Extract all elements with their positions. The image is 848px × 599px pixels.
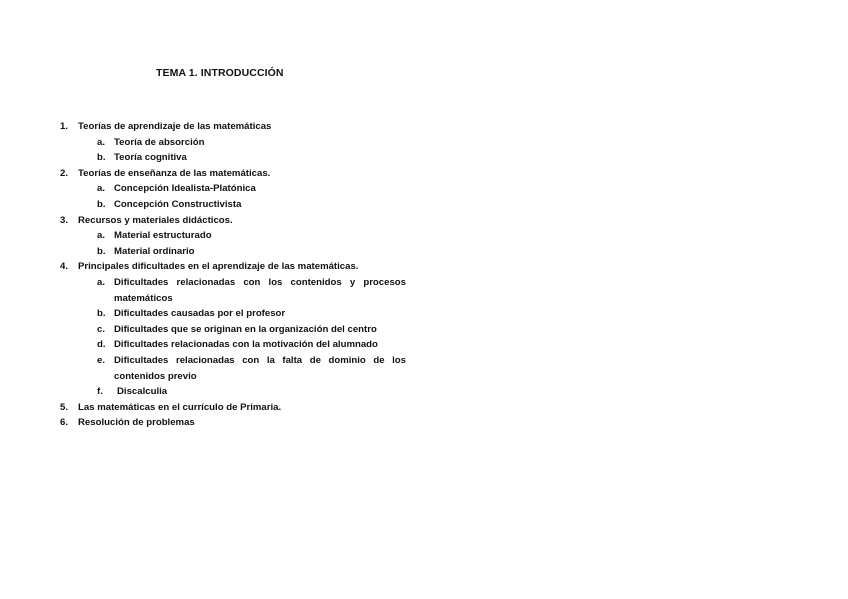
- subitem-title: Dificultades que se originan en la organización del centro: [114, 323, 377, 335]
- toc-section-4: [60, 259, 420, 275]
- subitem-title: Dificultades relacionadas con la falta de dominio de los contenidos previo: [114, 354, 406, 382]
- section-number: 1.: [60, 121, 69, 132]
- toc-section-3: [60, 213, 420, 229]
- subitem-title: Teoría de absorción: [114, 136, 205, 148]
- subitem-title: Material ordinario: [114, 245, 195, 257]
- toc-subitem-2a: [60, 181, 420, 197]
- toc-subitem-4b: [60, 306, 420, 322]
- section-title: Teorías de aprendizaje de las matemáticas: [78, 121, 272, 132]
- section-title: Recursos y materiales didácticos.: [78, 214, 233, 226]
- toc-subitem-3a: [60, 228, 420, 244]
- subitem-letter: b.: [97, 245, 106, 257]
- toc-section-2: [60, 166, 420, 182]
- toc-subitem-4f: [60, 384, 420, 400]
- subitem-title: Concepción Constructivista: [114, 198, 242, 210]
- page-title: TEMA 1. INTRODUCCIÓN: [156, 67, 284, 79]
- toc-subitem-4d: [60, 337, 420, 353]
- section-title: Resolución de problemas: [78, 417, 195, 429]
- subitem-title: Dificultades relacionadas con la motivación del alumnado: [114, 339, 378, 351]
- subitem-letter: f.: [97, 386, 103, 398]
- toc-section-1: [60, 119, 420, 135]
- subitem-letter: b.: [97, 308, 106, 320]
- subitem-letter: a.: [97, 183, 106, 195]
- subitem-letter: a.: [97, 136, 106, 148]
- subitem-letter: b.: [97, 198, 106, 210]
- toc-subitem-3b: [60, 244, 420, 260]
- section-number: 5.: [60, 401, 69, 413]
- toc-subitem-1a: [60, 135, 420, 151]
- subitem-title: Material estructurado: [114, 230, 212, 242]
- subitem-title: Discalculia: [117, 386, 168, 398]
- subitem-letter: b.: [97, 152, 106, 164]
- subitem-title: Dificultades relacionadas con los contenidos y procesos matemáticos: [114, 276, 406, 304]
- toc-section-6: [60, 415, 420, 431]
- section-number: 4.: [60, 261, 69, 273]
- toc-subitem-4e: [60, 353, 420, 384]
- subitem-letter: e.: [97, 354, 106, 366]
- toc-subitem-2b: [60, 197, 420, 213]
- section-title: Teorías de enseñanza de las matemáticas.: [78, 167, 271, 179]
- toc-subitem-4a: [60, 275, 420, 306]
- subitem-letter: a.: [97, 276, 106, 288]
- toc-section-5: [60, 400, 420, 416]
- subitem-title: Teoría cognitiva: [114, 152, 187, 164]
- subitem-letter: d.: [97, 339, 106, 351]
- subitem-title: Dificultades causadas por el profesor: [114, 308, 286, 320]
- subitem-letter: c.: [97, 323, 106, 335]
- section-number: 6.: [60, 417, 69, 429]
- toc-subitem-4c: [60, 322, 420, 338]
- subitem-title: Concepción Idealista-Platónica: [114, 183, 256, 195]
- subitem-letter: a.: [97, 230, 106, 242]
- table-of-contents: [60, 119, 420, 431]
- section-title: Principales dificultades en el aprendizaje de las matemáticas.: [78, 261, 359, 273]
- section-title: Las matemáticas en el currículo de Primaria.: [78, 401, 282, 413]
- section-number: 2.: [60, 167, 69, 179]
- toc-subitem-1b: [60, 150, 420, 166]
- section-number: 3.: [60, 214, 69, 226]
